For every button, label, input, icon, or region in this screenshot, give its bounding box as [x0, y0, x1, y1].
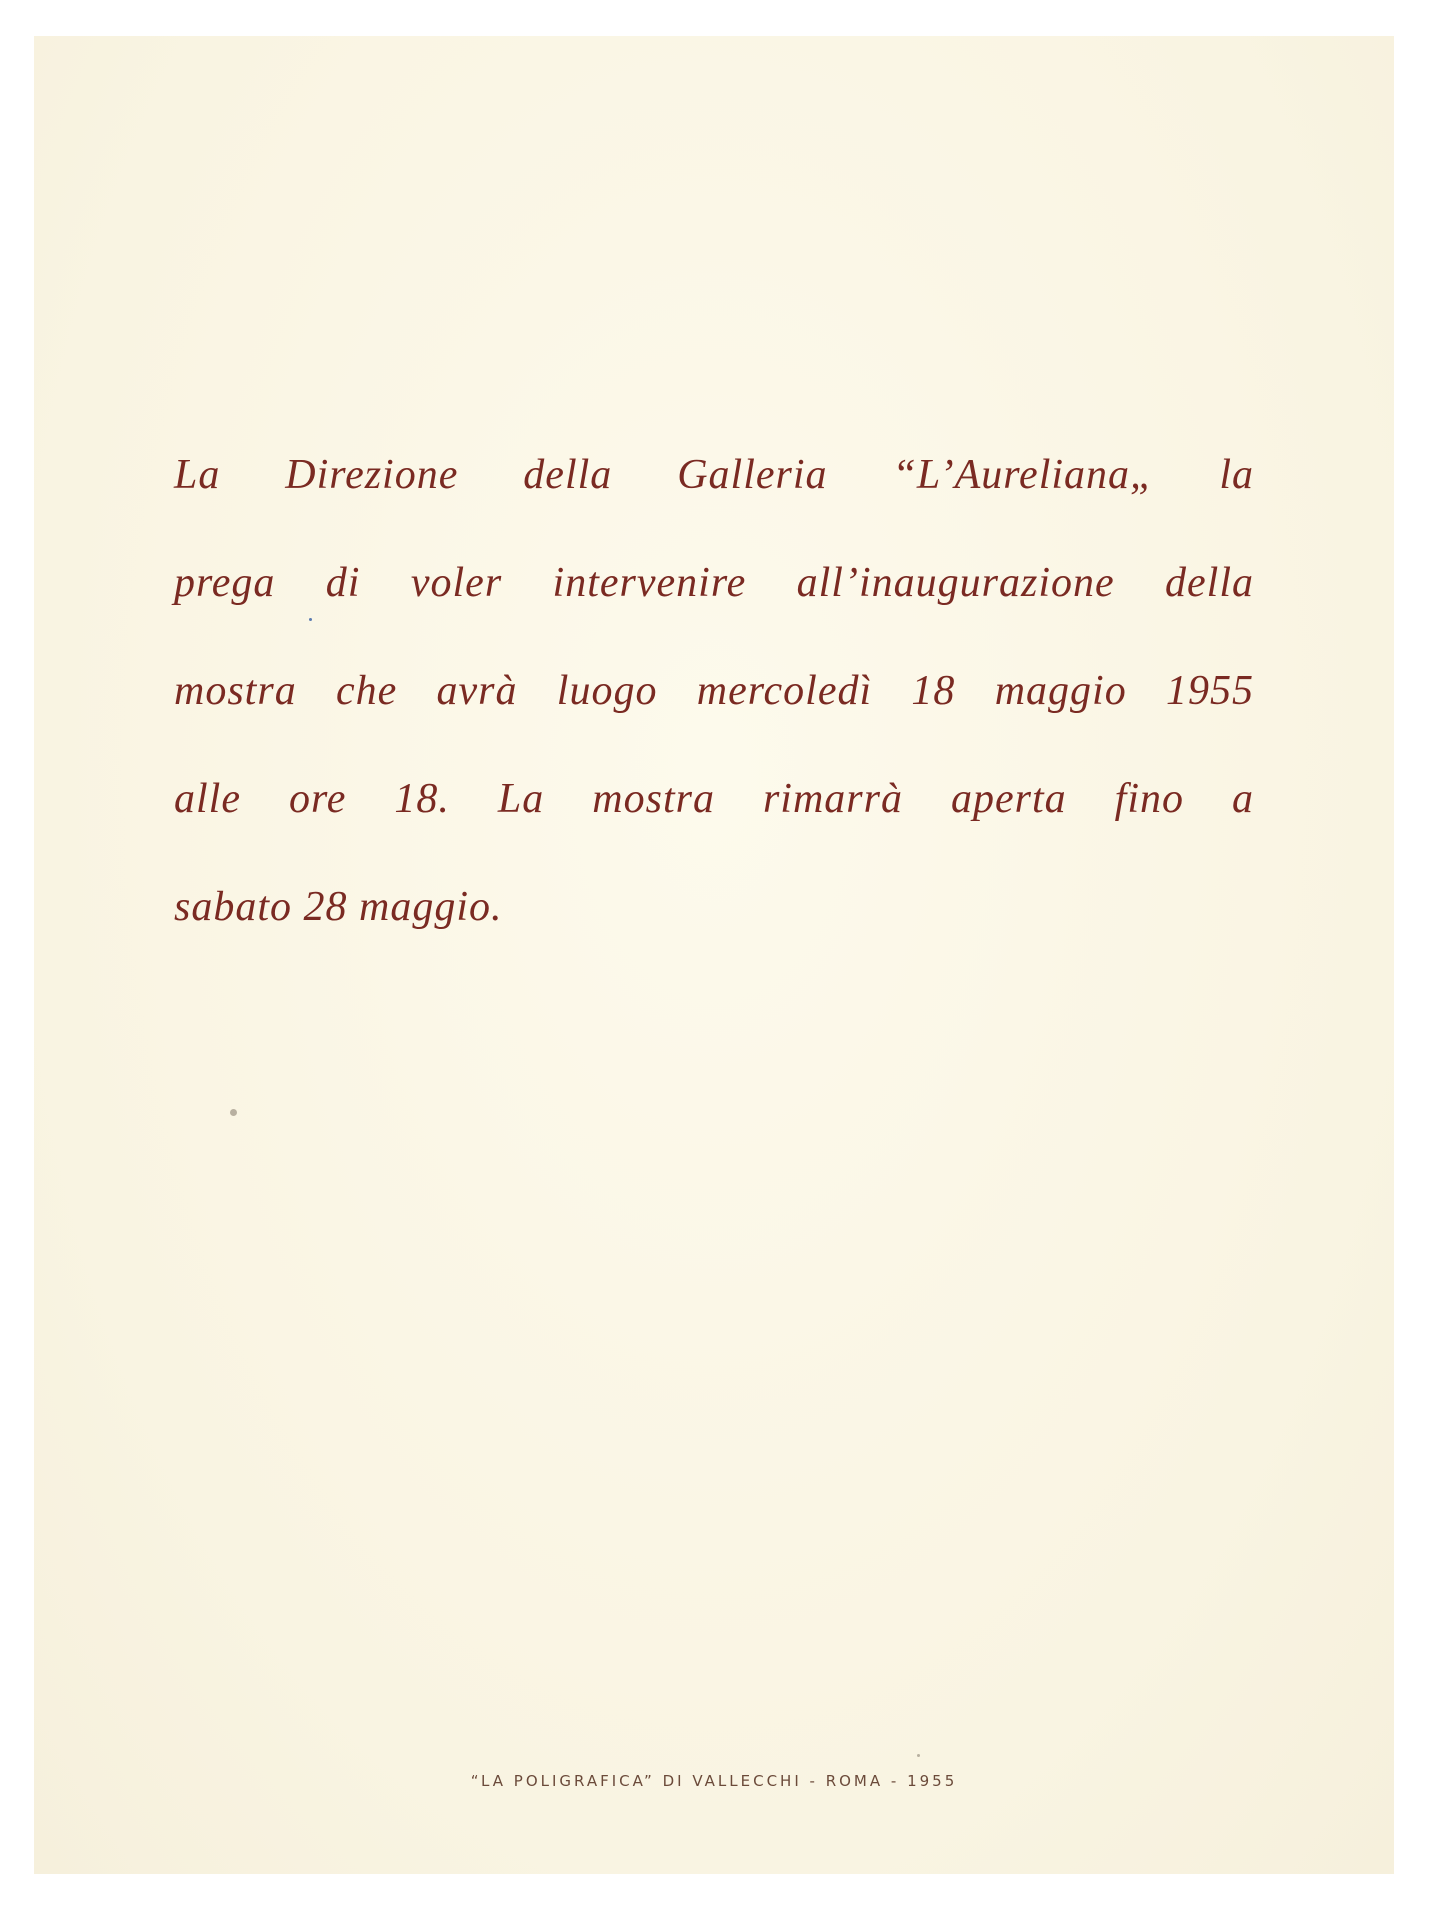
paper-speck — [917, 1754, 920, 1757]
invitation-line: sabato 28 maggio. — [174, 884, 503, 930]
invitation-line: La Direzione della Galleria “L’Aureliana„ la — [174, 452, 1254, 498]
invitation-line: alle ore 18. La mostra rimarrà aperta fino a — [174, 776, 1254, 822]
invitation-card — [34, 36, 1394, 1874]
paper-speck — [230, 1109, 237, 1116]
invitation-line: prega di voler intervenire all’inaugurazione della — [174, 560, 1254, 606]
paper-speck — [309, 618, 312, 621]
invitation-line: mostra che avrà luogo mercoledì 18 maggio 1955 — [174, 668, 1254, 714]
printer-imprint: “LA POLIGRAFICA” DI VALLECCHI - ROMA - 1955 — [470, 1772, 958, 1790]
invitation-text — [174, 421, 1254, 961]
